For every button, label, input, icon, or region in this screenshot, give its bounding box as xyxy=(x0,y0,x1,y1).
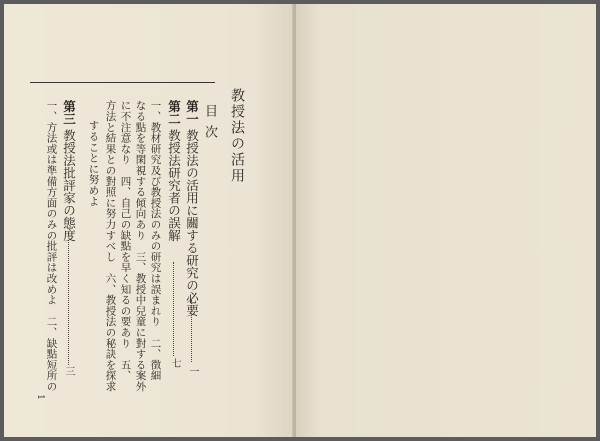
body-line-2: なる點を等閑視する傾向あり 三、教授中兒童に對する案外 xyxy=(134,100,147,392)
chapter-2-title: 教授法研究者の誤解 xyxy=(166,128,182,242)
chapter-3 xyxy=(62,100,75,241)
chapter-1 xyxy=(185,100,198,316)
top-rule xyxy=(30,82,215,83)
chapter-1-leader xyxy=(191,300,192,362)
right-page-blank xyxy=(296,4,596,437)
chapter-3-title: 教授法批評家の態度 xyxy=(61,128,77,242)
toc-label: 目次 xyxy=(202,104,217,146)
chapter-1-number: 第一 xyxy=(184,100,200,125)
chapter-3-page: 三 xyxy=(63,366,74,376)
chapter-2-page: 七 xyxy=(169,358,180,368)
book-title: 教授法の活用 xyxy=(229,88,245,184)
body-line-4: 方法と結果との對照に努力すべし 六、教授法の秘訣を探求 xyxy=(104,100,117,392)
chapter-3-number: 第三 xyxy=(61,100,77,125)
body-line-1: 一、教材研究及び教授法のみの研究は誤まれり 二、徴細 xyxy=(149,100,162,381)
body-line-3: に不注意なり 四、自己の缺點を早く知るの要あり 五、 xyxy=(119,100,132,381)
chapter-1-title: 教授法の活用に關する研究の必要 xyxy=(184,128,200,317)
chapter-1-page: 一 xyxy=(187,366,198,376)
folio-number: 1 xyxy=(34,394,45,400)
chapter-2-number: 第二 xyxy=(166,100,182,125)
chapter-2 xyxy=(167,100,180,241)
chapter-3-leader xyxy=(68,240,69,365)
body-line-5: することに努めよ xyxy=(87,120,100,207)
chapter-2-leader xyxy=(173,262,174,356)
body-line-6: 一、方法或は準備方面のみの批評は改めよ 二、缺點短所の xyxy=(45,100,58,392)
